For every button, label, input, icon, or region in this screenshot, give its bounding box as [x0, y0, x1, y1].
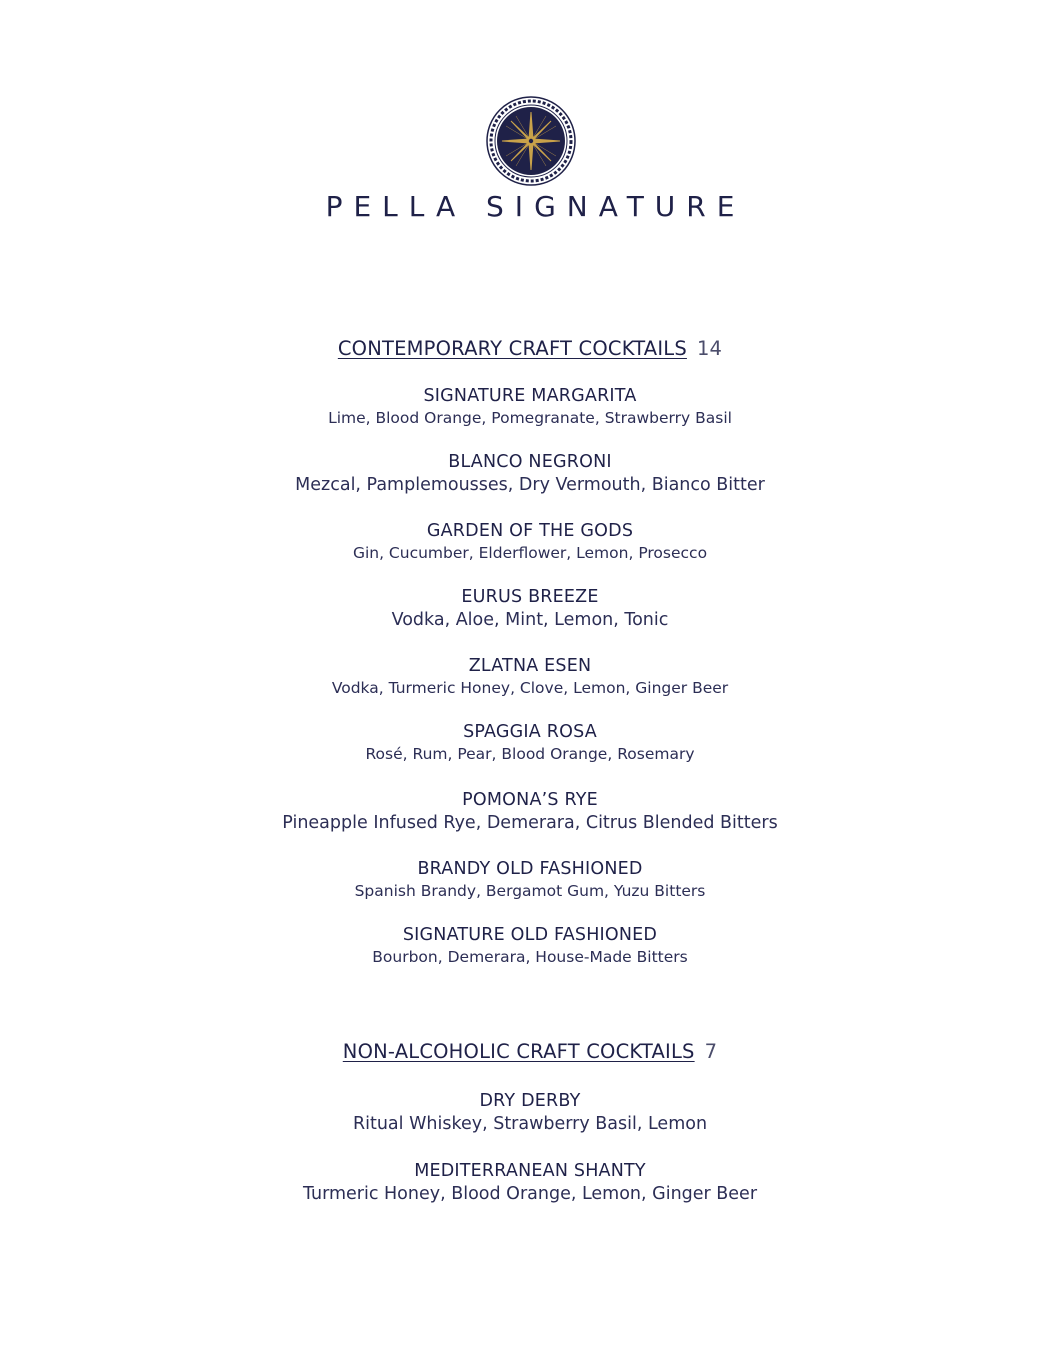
section-heading-non-alcoholic: [0, 1040, 1060, 1063]
menu-item: [0, 789, 1060, 835]
section-price: 14: [696, 337, 723, 360]
menu-item: [0, 924, 1060, 968]
brand-name: PELLA SIGNATURE: [325, 190, 746, 223]
item-description: Lime, Blood Orange, Pomegranate, Strawberry Basil: [328, 409, 732, 427]
menu-item: [0, 1090, 1060, 1136]
item-description: Bourbon, Demerara, House-Made Bitters: [372, 948, 688, 966]
item-description: Vodka, Turmeric Honey, Clove, Lemon, Ginger Beer: [331, 679, 729, 697]
item-name: GARDEN OF THE GODS: [426, 521, 634, 541]
menu-item: [0, 1160, 1060, 1206]
item-name: MEDITERRANEAN SHANTY: [414, 1161, 646, 1181]
section-title: CONTEMPORARY CRAFT COCKTAILS: [337, 337, 687, 360]
menu-item: [0, 385, 1060, 429]
item-description: Vodka, Aloe, Mint, Lemon, Tonic: [391, 610, 669, 630]
menu-item: [0, 520, 1060, 564]
section-title: NON-ALCOHOLIC CRAFT COCKTAILS: [342, 1040, 695, 1063]
item-name: SIGNATURE MARGARITA: [423, 386, 637, 406]
item-description: Pineapple Infused Rye, Demerara, Citrus Blended Bitters: [282, 813, 778, 833]
menu-item: [0, 586, 1060, 632]
section-price: 7: [704, 1040, 718, 1063]
menu-item: [0, 721, 1060, 765]
item-description: Mezcal, Pamplemousses, Dry Vermouth, Bianco Bitter: [295, 475, 765, 495]
item-name: SPAGGIA ROSA: [463, 722, 597, 742]
menu-item: [0, 655, 1060, 699]
item-name: ZLATNA ESEN: [468, 656, 592, 676]
item-name: BLANCO NEGRONI: [448, 452, 612, 472]
item-description: Gin, Cucumber, Elderflower, Lemon, Prosecco: [352, 544, 708, 562]
section-heading-contemporary: [0, 337, 1060, 360]
item-name: SIGNATURE OLD FASHIONED: [402, 925, 658, 945]
item-description: Turmeric Honey, Blood Orange, Lemon, Ginger Beer: [302, 1184, 758, 1204]
item-name: DRY DERBY: [479, 1091, 581, 1111]
item-description: Spanish Brandy, Bergamot Gum, Yuzu Bitters: [354, 882, 706, 900]
menu-item: [0, 858, 1060, 902]
item-description: Ritual Whiskey, Strawberry Basil, Lemon: [352, 1114, 708, 1134]
menu-item: [0, 451, 1060, 497]
compass-star-logo-icon: [486, 96, 576, 186]
item-name: EURUS BREEZE: [461, 587, 599, 607]
item-name: BRANDY OLD FASHIONED: [417, 859, 643, 879]
item-name: POMONA’S RYE: [462, 790, 598, 810]
item-description: Rosé, Rum, Pear, Blood Orange, Rosemary: [365, 745, 695, 763]
